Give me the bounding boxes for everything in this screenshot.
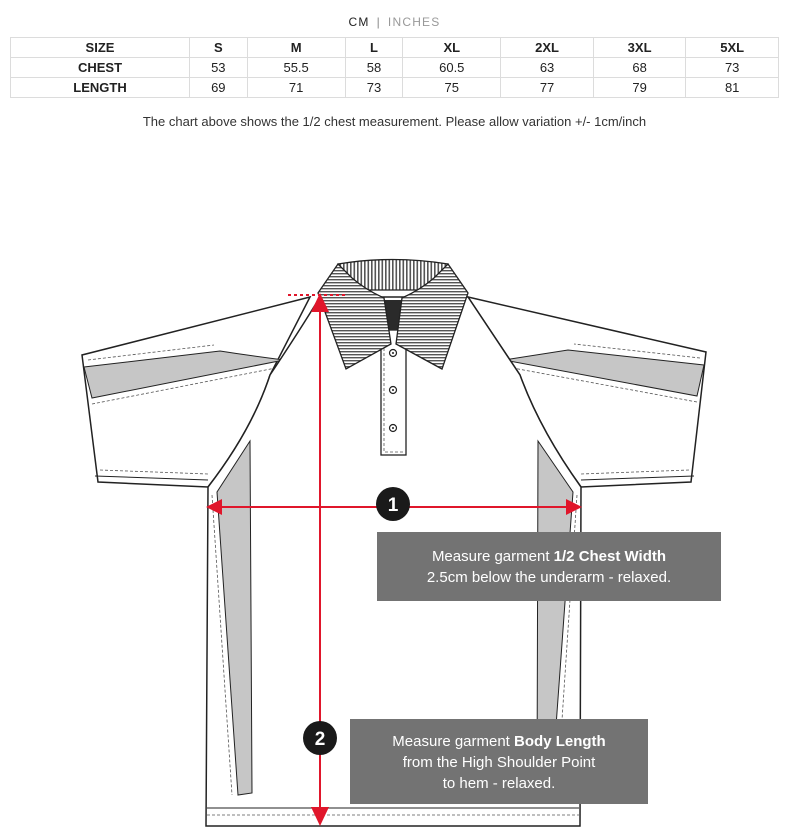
callout-text: Measure garment [431, 548, 554, 565]
table-cell: 55.5 [247, 58, 345, 78]
marker-1-badge [376, 487, 410, 521]
chest-width-callout [377, 532, 721, 601]
callout-text: Measure garment [392, 733, 515, 750]
header-cell: XL [403, 38, 501, 58]
header-cell: L [345, 38, 403, 58]
table-cell: 68 [593, 58, 686, 78]
table-cell: 79 [593, 78, 686, 98]
table-cell: 73 [686, 58, 779, 78]
table-cell: 63 [501, 58, 594, 78]
table-cell: 81 [686, 78, 779, 98]
marker-2-badge [303, 721, 337, 755]
table-cell: 73 [345, 78, 403, 98]
callout-text: 2.5cm below the underarm - relaxed. [426, 569, 672, 586]
header-cell: M [247, 38, 345, 58]
table-cell: 58 [345, 58, 403, 78]
unit-cm-tab[interactable]: CM [348, 15, 370, 29]
table-cell: 75 [403, 78, 501, 98]
header-cell: 2XL [501, 38, 594, 58]
header-cell: 3XL [593, 38, 686, 58]
measurement-note: The chart above shows the 1/2 chest measurement. Please allow variation +/- 1cm/inch [142, 114, 647, 129]
callout-emphasis: 1/2 Chest Width [553, 548, 667, 565]
body-length-callout [350, 719, 648, 804]
unit-inches-tab[interactable]: INCHES [387, 15, 441, 29]
table-cell: 71 [247, 78, 345, 98]
marker-2-label: 2 [314, 729, 326, 750]
unit-separator: | [376, 15, 381, 29]
table-cell: 60.5 [403, 58, 501, 78]
table-cell: 53 [190, 58, 248, 78]
table-cell: 77 [501, 78, 594, 98]
callout-text: to hem - relaxed. [442, 775, 556, 792]
callout-text: from the High Shoulder Point [402, 754, 596, 771]
marker-1-label: 1 [387, 495, 399, 516]
callout-emphasis: Body Length [514, 733, 606, 750]
header-cell: 5XL [686, 38, 779, 58]
header-cell: S [190, 38, 248, 58]
table-cell: 69 [190, 78, 248, 98]
row-label: LENGTH [11, 78, 190, 98]
row-label: CHEST [11, 58, 190, 78]
header-cell: SIZE [11, 38, 190, 58]
